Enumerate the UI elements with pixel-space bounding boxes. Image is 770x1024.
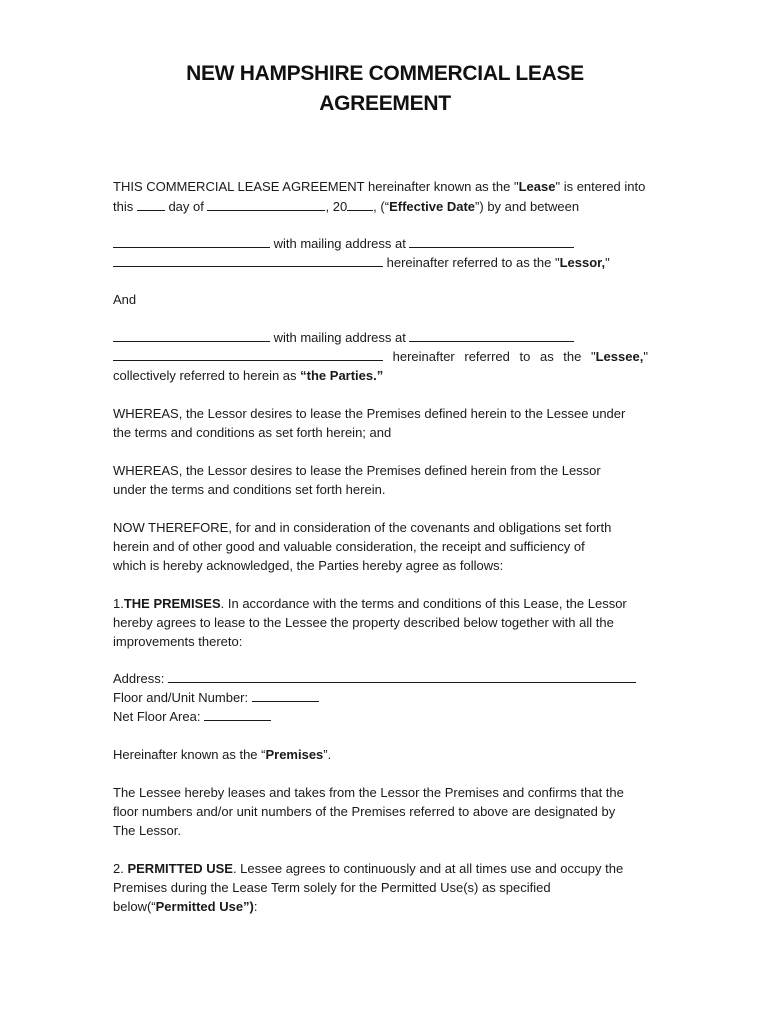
permitted-use-text: . Lessee agrees to continuously and at all times use and occupy the <box>232 861 624 876</box>
lessee-line-2 <box>113 347 658 367</box>
whereas-1-line-2: the terms and conditions as set forth herein; and <box>113 425 392 440</box>
lessee-leases-line-1: The Lessee hereby leases and takes from the Lessor the Premises and confirms that the <box>113 785 624 800</box>
permitted-use-term: Permitted Use”) <box>155 899 254 914</box>
address-blank[interactable] <box>168 669 636 683</box>
lessee-line-3 <box>113 366 383 386</box>
lessee-text: hereinafter referred to as the " <box>383 349 596 364</box>
intro-text: THIS COMMERCIAL LEASE AGREEMENT hereinafter known as the " <box>113 179 519 194</box>
lessor-address-blank-2[interactable] <box>113 253 383 267</box>
document-title-line-2: AGREEMENT <box>319 92 451 115</box>
address-row <box>113 669 636 689</box>
lessor-line-2 <box>113 253 610 273</box>
permitted-use-heading: PERMITTED USE <box>127 861 233 876</box>
section-number: 2. <box>113 861 128 876</box>
now-therefore-line-3: which is hereby acknowledged, the Parties hereby agree as follows: <box>113 558 504 573</box>
address-label: Address: <box>113 671 168 686</box>
permitted-use-text: below(“ <box>113 899 156 914</box>
intro-text: day of <box>164 199 208 214</box>
floor-blank[interactable] <box>252 688 319 702</box>
lessor-term: Lessor, <box>559 255 606 270</box>
lessor-text: hereinafter referred to as the " <box>383 255 560 270</box>
lessee-leases-line-2: floor numbers and/or unit numbers of the Premises referred to above are designated by <box>113 804 616 819</box>
lessee-term: Lessee, <box>595 349 644 364</box>
area-row <box>113 707 271 727</box>
intro-text: ”) by and between <box>475 199 580 214</box>
premises-line-1 <box>113 594 627 614</box>
intro-text: , (“ <box>373 199 390 214</box>
and-text: And <box>113 292 137 307</box>
lessee-name-blank[interactable] <box>113 328 270 342</box>
lessee-address-blank-2[interactable] <box>113 347 383 361</box>
permitted-use-line-1 <box>113 859 623 879</box>
permitted-use-line-2: Premises during the Lease Term solely for the Permitted Use(s) as specified <box>113 880 551 895</box>
parties-term: “the Parties.” <box>300 368 384 383</box>
lessee-text: " <box>643 349 648 364</box>
premises-line-3: improvements thereto: <box>113 634 243 649</box>
lessee-text: with mailing address at <box>270 330 410 345</box>
premises-text: ”. <box>323 747 332 762</box>
month-blank[interactable] <box>207 197 325 211</box>
year-blank[interactable] <box>347 197 373 211</box>
intro-line-1 <box>113 177 645 197</box>
section-number: 1. <box>113 596 124 611</box>
whereas-2-line-2: under the terms and conditions set forth herein. <box>113 482 386 497</box>
whereas-2-line-1: WHEREAS, the Lessor desires to lease the Premises defined herein from the Lessor <box>113 463 601 478</box>
floor-row <box>113 688 319 708</box>
lessor-text: " <box>605 255 610 270</box>
lessee-text: collectively referred to herein as <box>113 368 301 383</box>
lessee-leases-line-3: The Lessor. <box>113 823 181 838</box>
lessor-line-1 <box>113 234 574 254</box>
premises-line-2: hereby agrees to lease to the Lessee the property described below together with all the <box>113 615 614 630</box>
lessor-name-blank[interactable] <box>113 234 270 248</box>
lessee-line-1 <box>113 328 574 348</box>
document-title-line-1: NEW HAMPSHIRE COMMERCIAL LEASE <box>186 62 584 85</box>
lessee-address-blank-1[interactable] <box>409 328 574 342</box>
now-therefore-line-1: NOW THEREFORE, for and in consideration of the covenants and obligations set forth <box>113 520 612 535</box>
day-blank[interactable] <box>137 197 165 211</box>
premises-text: . In accordance with the terms and conditions of this Lease, the Lessor <box>220 596 627 611</box>
now-therefore-line-2: herein and of other good and valuable consideration, the receipt and sufficiency of <box>113 539 585 554</box>
premises-known-line <box>113 745 331 765</box>
lessor-text: with mailing address at <box>270 236 410 251</box>
intro-text: , 20 <box>325 199 348 214</box>
intro-text: " is entered into <box>555 179 646 194</box>
premises-term: Premises <box>265 747 324 762</box>
area-blank[interactable] <box>204 707 271 721</box>
intro-text: this <box>113 199 137 214</box>
premises-heading: THE PREMISES <box>123 596 221 611</box>
area-label: Net Floor Area: <box>113 709 205 724</box>
permitted-use-line-3 <box>113 897 258 917</box>
floor-label: Floor and/Unit Number: <box>113 690 252 705</box>
permitted-use-text: : <box>253 899 258 914</box>
effective-date-term: Effective Date <box>389 199 476 214</box>
intro-line-2 <box>113 197 579 217</box>
lease-term: Lease <box>518 179 556 194</box>
whereas-1-line-1: WHEREAS, the Lessor desires to lease the Premises defined herein to the Lessee under <box>113 406 626 421</box>
lessor-address-blank-1[interactable] <box>409 234 574 248</box>
premises-text: Hereinafter known as the “ <box>113 747 266 762</box>
